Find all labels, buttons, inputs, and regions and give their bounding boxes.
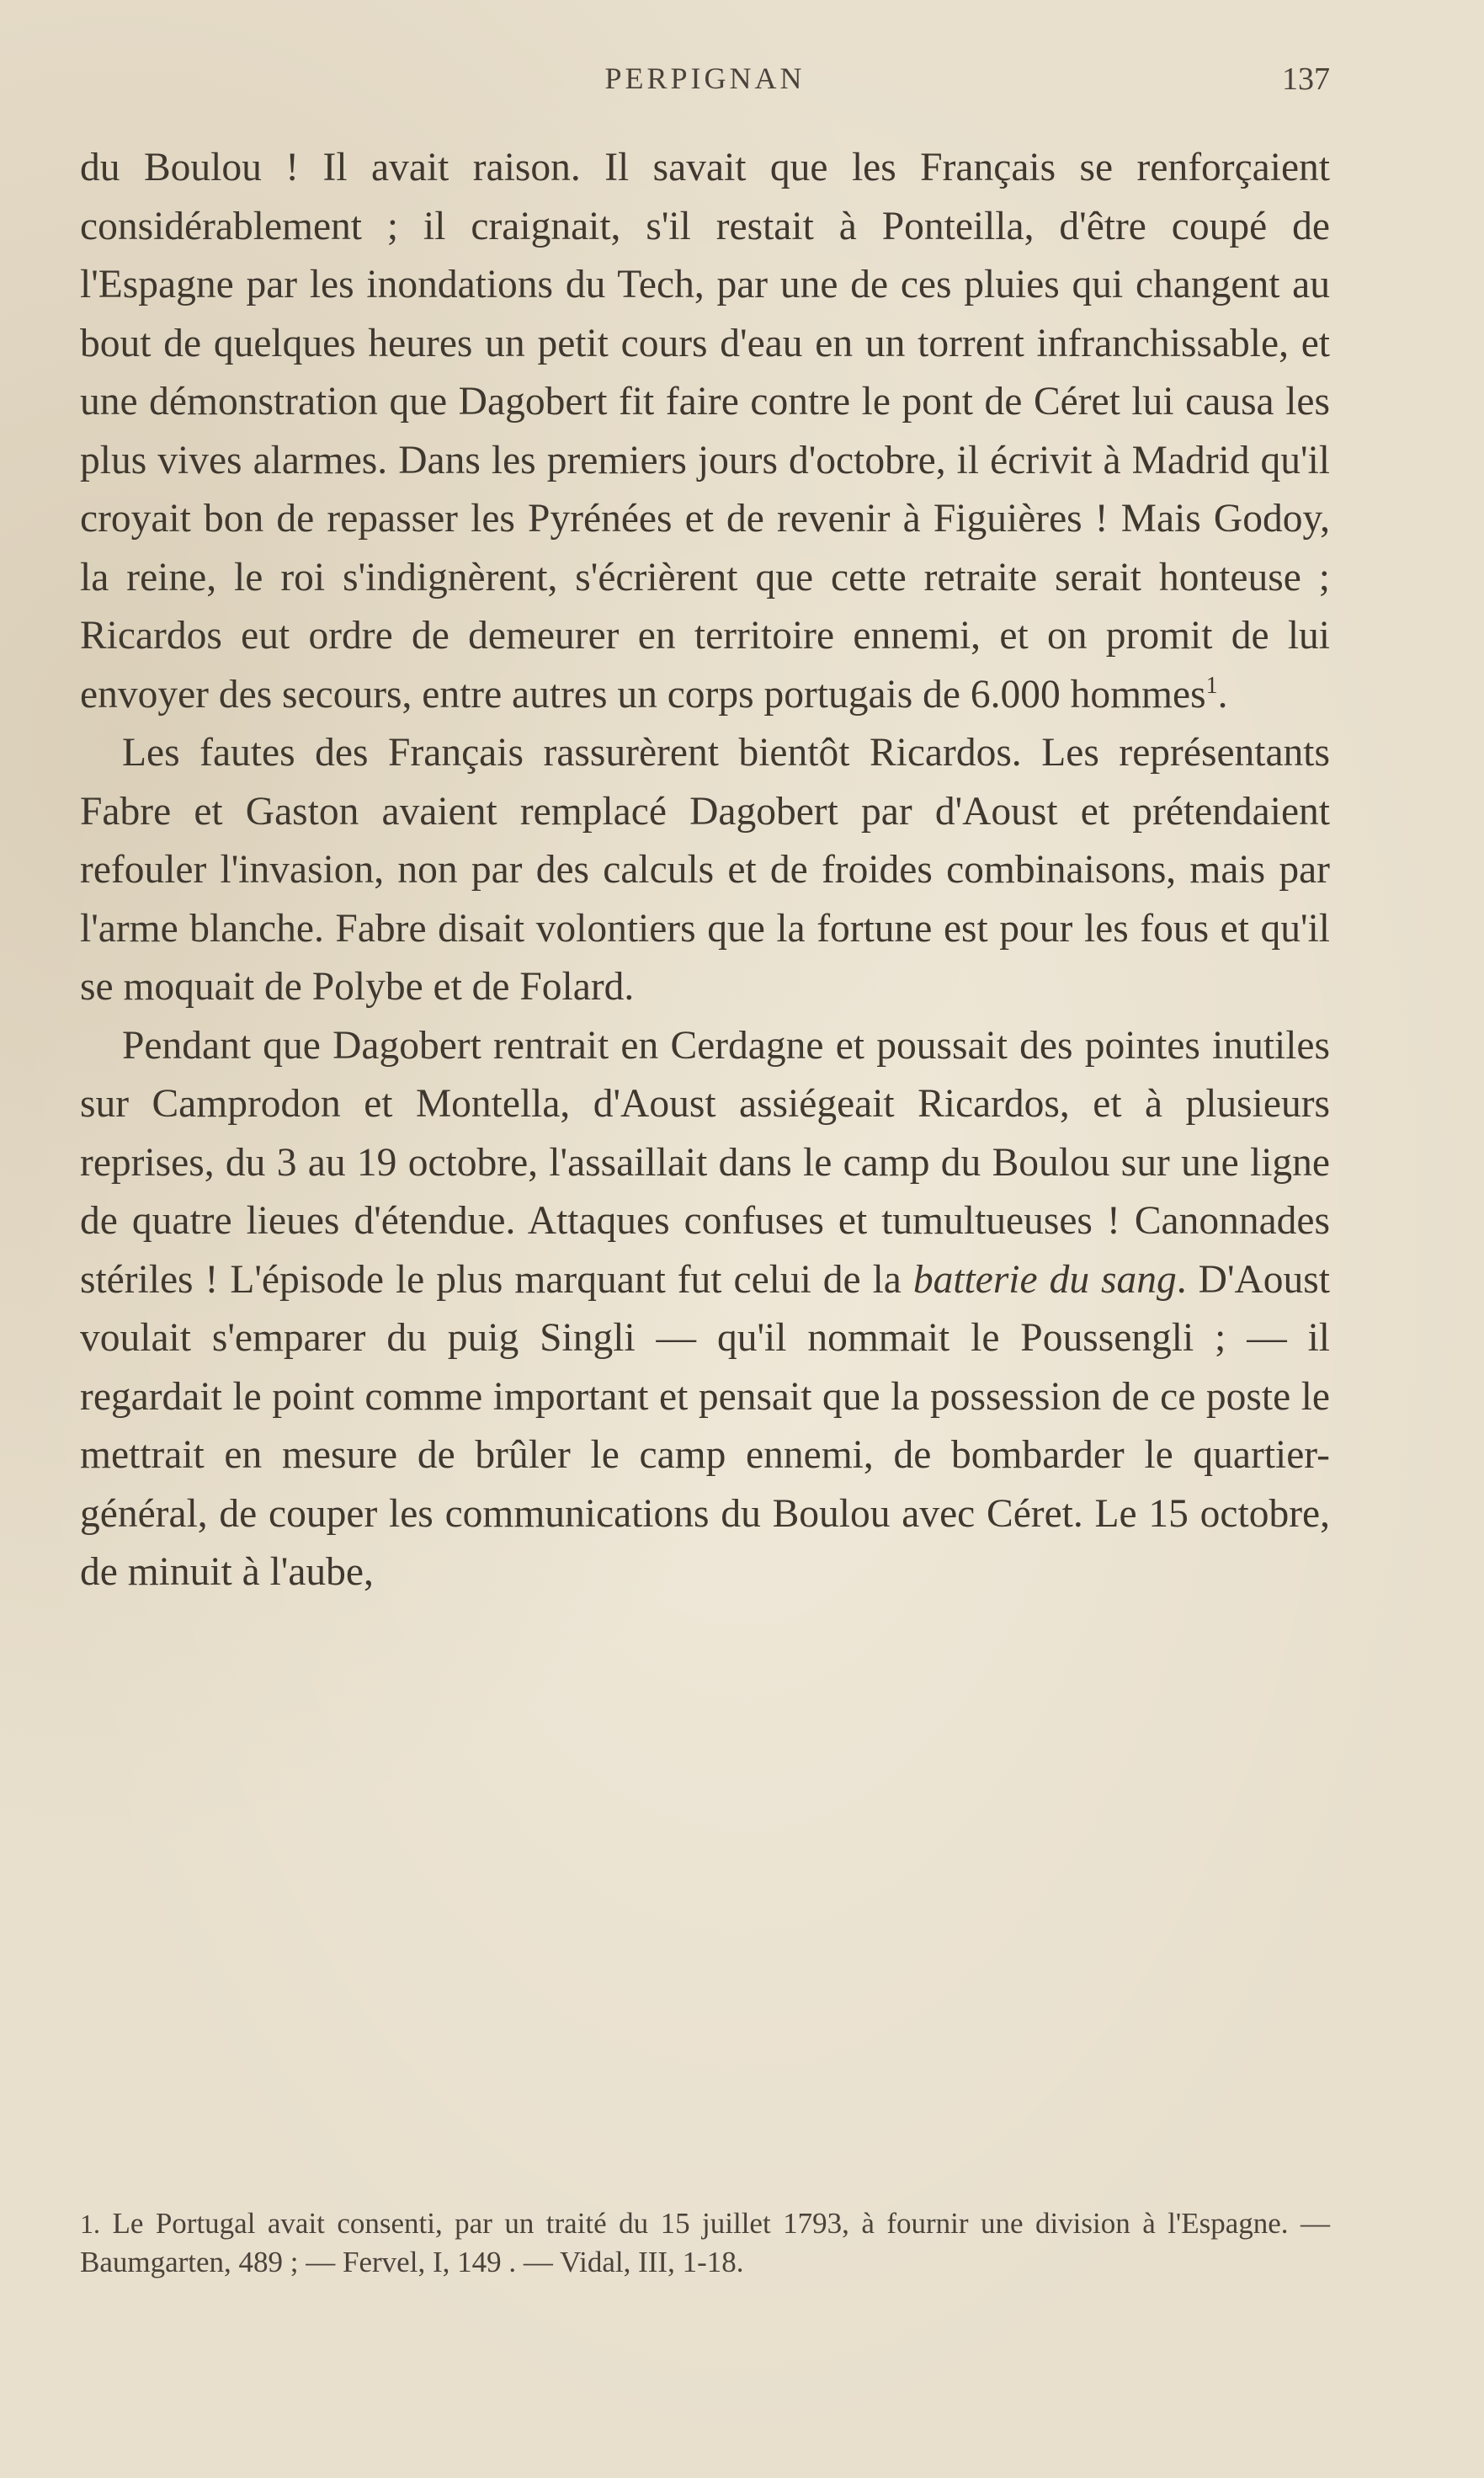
page-number: 137 xyxy=(1282,61,1330,97)
footnotes xyxy=(80,2204,1330,2281)
paragraph-3-text-b: . D'Aoust voulait s'emparer du puig Singli — qu'il nommait le Poussengli ; — il regardait le point comme important et pensait que la possession de ce poste le mettrait en mesure de brûler le camp ennemi, de bombarder le quartier-général, de couper les communications du Boulou avec Céret. Le 15 octobre, de minuit à l'aube, xyxy=(80,1257,1330,1594)
footnote-number: 1. xyxy=(80,2209,100,2239)
paragraph-3-text-a: Pendant que Dagobert rentrait en Cerdagne et poussait des pointes inutiles sur Camprodon et Montella, d'Aoust assiégeait Ricardos, et à plusieurs reprises, du 3 au 19 octobre, l'assaillait dans le camp du Boulou sur une ligne de quatre lieues d'étendue. Attaques confuses et tumultueuses ! Canonnades stériles ! L'épisode le plus marquant fut celui de la xyxy=(80,1023,1330,1302)
italic-phrase: batterie du sang xyxy=(912,1257,1177,1302)
footnote-text: Le Portugal avait consenti, par un traité du 15 juillet 1793, à fournir une division à l'Espagne. — Baumgarten, 489 ; — Fervel, I, 149 . — Vidal, III, 1-18. xyxy=(80,2207,1330,2278)
paragraph-1-text: du Boulou ! Il avait raison. Il savait que les Français se renforçaient considérablement ; il craignait, s'il restait à Ponteilla, d'être coupé de l'Espagne par les inondations du Tech, par une de ces pluies qui changent au bout de quelques heures un petit cours d'eau en un torrent infranchissable, et une démonstration que Dagobert fit faire contre le pont de Céret lui causa les plus vives alarmes. Dans les premiers jours d'octobre, il écrivit à Madrid qu'il croyait bon de repasser les Pyrénées et de revenir à Figuières ! Mais Godoy, la reine, le roi s'indignèrent, s'écrièrent que cette retraite serait honteuse ; Ricardos eut ordre de demeurer en territoire ennemi, et on promit de lui envoyer des secours, entre autres un corps portugais de 6.000 hommes xyxy=(80,146,1330,717)
paragraph-1-end: . xyxy=(1217,672,1228,717)
running-title: PERPIGNAN xyxy=(604,61,806,95)
paragraph-2: Les fautes des Français rassurèrent bientôt Ricardos. Les représentants Fabre et Gaston avaient remplacé Dagobert par d'Aoust et prétendaient refouler l'invasion, non par des calculs et de froides combinaisons, mais par l'arme blanche. Fabre disait volontiers que la fortune est pour les fous et qu'il se moquait de Polybe et de Folard. xyxy=(80,731,1330,1009)
paragraph-1 xyxy=(80,139,1330,724)
footnote-1 xyxy=(80,2204,1330,2281)
footnote-reference: 1 xyxy=(1205,672,1218,699)
main-text xyxy=(80,139,1330,1602)
page-header xyxy=(80,61,1330,103)
paragraph-3 xyxy=(80,1017,1330,1602)
